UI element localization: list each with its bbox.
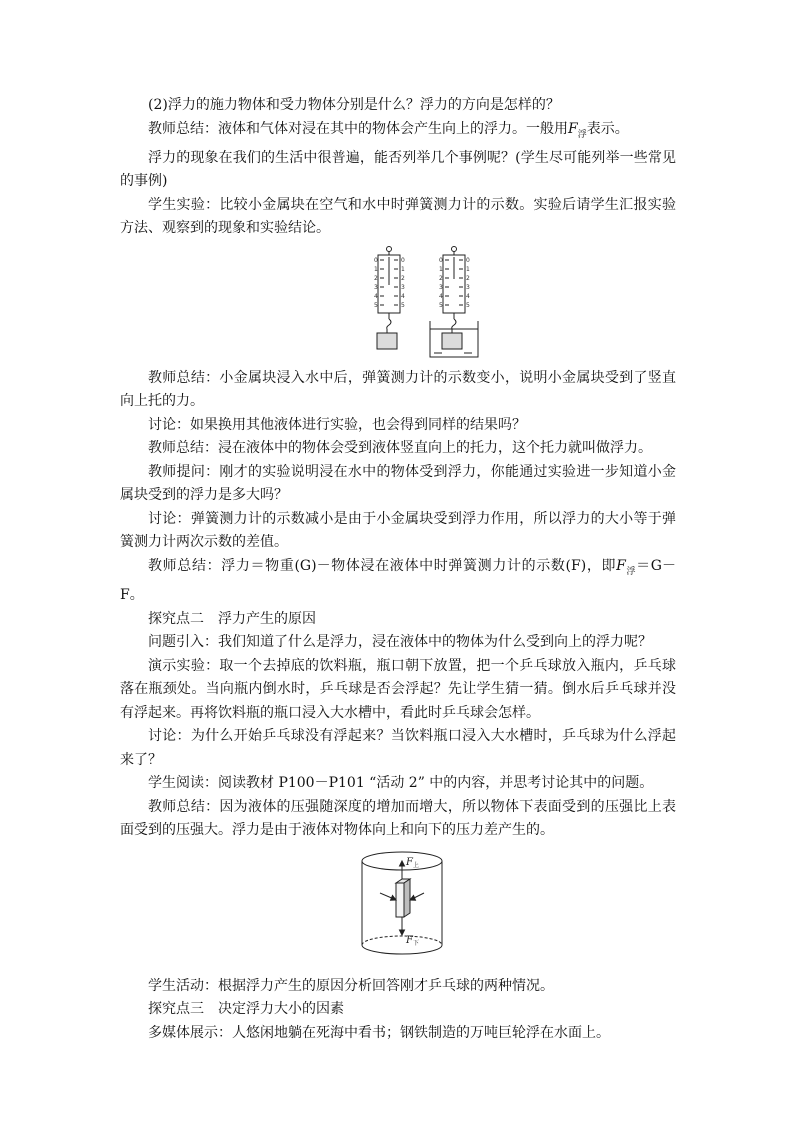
paragraph-teacher-question: 教师提问：刚才的实验说明浸在水中的物体受到浮力，你能通过实验进一步知道小金属块受到的浮力是多大吗？	[120, 463, 676, 504]
svg-text:4: 4	[466, 292, 470, 300]
svg-text:0: 0	[401, 256, 405, 264]
force-top-subscript: 上	[413, 861, 420, 869]
svg-text:2: 2	[466, 274, 470, 282]
buoyancy-subscript: 浮	[625, 566, 637, 577]
svg-text:3: 3	[466, 283, 470, 291]
buoyancy-symbol: F	[616, 557, 626, 574]
text: 教师总结：液体和气体对浸在其中的物体会产生向上的浮力。一般用	[148, 120, 568, 137]
paragraph-teacher-summary-2: 教师总结：小金属块浸入水中后，弹簧测力计的示数变小，说明小金属块受到了竖直向上托的力。	[120, 369, 676, 410]
svg-text:2: 2	[374, 274, 378, 282]
svg-text:0: 0	[374, 256, 378, 264]
buoyancy-symbol: F	[568, 120, 578, 137]
paragraph-teacher-summary-1	[120, 118, 676, 147]
svg-text:3: 3	[401, 283, 405, 291]
paragraph-student-reading: 学生阅读：阅读教材 P100－P101 “活动 2” 中的内容，并思考讨论其中的问题。	[148, 775, 654, 792]
spring-scale-figure	[120, 245, 676, 361]
paragraph-examples: 浮力的现象在我们的生活中很普遍，能否列举几个事例呢？(学生尽可能列举一些常见的事例)	[120, 149, 676, 190]
svg-text:4: 4	[401, 292, 405, 300]
svg-text:2: 2	[439, 274, 443, 282]
svg-text:1: 1	[439, 265, 443, 273]
paragraph-question-2: (2)浮力的施力物体和受力物体分别是什么？浮力的方向是怎样的？	[148, 97, 560, 113]
svg-text:5: 5	[374, 301, 378, 309]
svg-text:1: 1	[401, 265, 405, 273]
paragraph-discussion-3: 讨论：为什么开始乒乓球没有浮起来？当饮料瓶口浸入大水槽时，乒乓球为什么浮起来了？	[120, 728, 676, 768]
text: 表示。	[586, 120, 629, 137]
svg-text:4: 4	[439, 292, 443, 300]
svg-text:2: 2	[401, 274, 405, 282]
svg-text:1: 1	[374, 265, 378, 273]
paragraph-question-intro: 问题引入：我们知道了什么是浮力，浸在液体中的物体为什么受到向上的浮力呢？	[148, 634, 652, 651]
svg-text:4: 4	[374, 292, 378, 300]
paragraph-student-activity: 学生活动：根据浮力产生的原因分析回答刚才乒乓球的两种情况。	[148, 977, 554, 994]
force-bottom-label: F	[406, 934, 413, 946]
svg-text:3: 3	[374, 283, 378, 291]
section-heading-3: 探究点三 决定浮力大小的因素	[148, 1001, 344, 1018]
buoyancy-subscript: 浮	[577, 129, 587, 140]
section-heading-2: 探究点二 浮力产生的原因	[148, 610, 316, 627]
pressure-difference-figure	[120, 849, 676, 967]
svg-text:5: 5	[466, 301, 470, 309]
paragraph-teacher-summary-3: 教师总结：浸在液体中的物体会受到液体竖直向上的托力，这个托力就叫做浮力。	[148, 440, 652, 457]
formula-rest: ＝G－F。	[120, 557, 676, 604]
content	[120, 94, 676, 1045]
force-bottom-subscript: 下	[413, 939, 420, 947]
paragraph-teacher-summary-4	[120, 555, 676, 608]
svg-text:3: 3	[439, 283, 443, 291]
svg-text:5: 5	[401, 301, 405, 309]
text: 教师总结：浮力＝物重(G)－物体浸在液体中时弹簧测力计的示数(F)，即	[148, 557, 617, 574]
svg-text:1: 1	[466, 265, 470, 273]
spring-scale-diagram	[368, 245, 488, 361]
cylinder-diagram	[352, 849, 452, 967]
paragraph-discussion-1: 讨论：如果换用其他液体进行实验，也会得到同样的结果吗？	[148, 416, 526, 433]
force-top-label: F	[406, 856, 413, 868]
paragraph-student-experiment: 学生实验：比较小金属块在空气和水中时弹簧测力计的示数。实验后请学生汇报实验方法、观察到的现象和实验结论。	[120, 196, 676, 237]
svg-text:0: 0	[439, 256, 443, 264]
svg-text:0: 0	[466, 256, 470, 264]
paragraph-discussion-2: 讨论：弹簧测力计的示数减小是由于小金属块受到浮力作用，所以浮力的大小等于弹簧测力计两次示数的差值。	[120, 510, 676, 551]
paragraph-demo-experiment: 演示实验：取一个去掉底的饮料瓶，瓶口朝下放置，把一个乒乓球放入瓶内，乒乓球落在瓶颈处。当向瓶内倒水时，乒乓球是否会浮起？先让学生猜一猜。倒水后乒乓球并没有浮起来。再将饮料瓶的瓶口浸入大水槽中，看此时乒乓球会怎样。	[120, 657, 676, 721]
svg-text:5: 5	[439, 301, 443, 309]
paragraph-multimedia: 多媒体展示：人悠闲地躺在死海中看书；钢铁制造的万吨巨轮浮在水面上。	[148, 1024, 610, 1041]
paragraph-teacher-summary-5: 教师总结：因为液体的压强随深度的增加而增大，所以物体下表面受到的压强比上表面受到的压强大。浮力是由于液体对物体向上和向下的压力差产生的。	[120, 798, 676, 839]
